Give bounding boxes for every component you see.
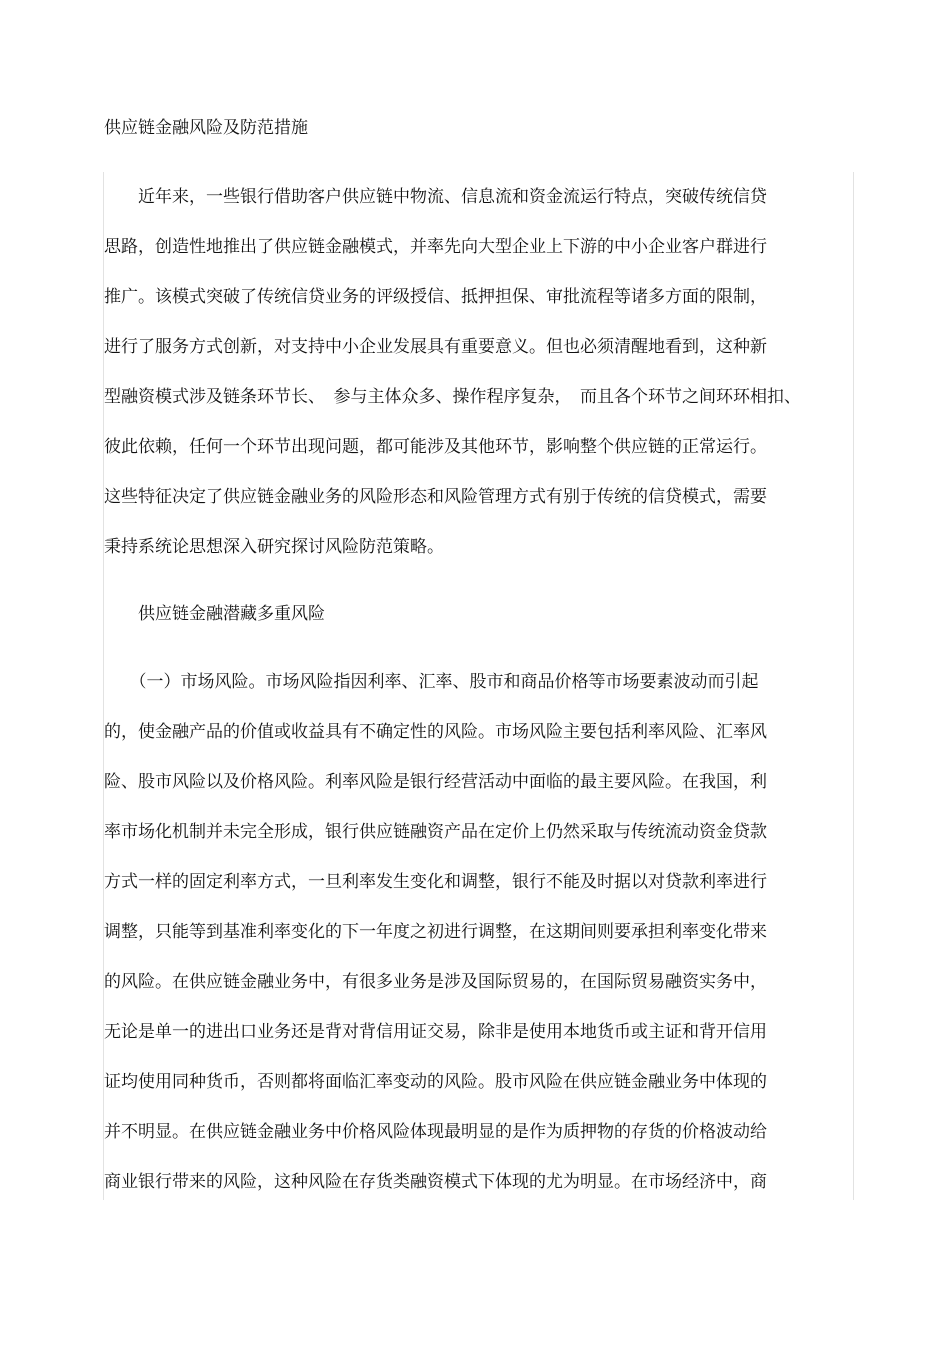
section-line-4: 率市场化机制并未完全形成，银行供应链融资产品在定价上仍然采取与传统流动资金贷款 — [104, 822, 767, 842]
intro-line-4: 进行了服务方式创新，对支持中小企业发展具有重要意义。但也必须清醒地看到，这种新 — [104, 337, 767, 357]
intro-line-8: 秉持系统论思想深入研究探讨风险防范策略。 — [104, 537, 444, 557]
section-line-9: 证均使用同种货币，否则都将面临汇率变动的风险。股市风险在供应链金融业务中体现的 — [104, 1072, 767, 1092]
section-line-2: 的，使金融产品的价值或收益具有不确定性的风险。市场风险主要包括利率风险、汇率风 — [104, 722, 767, 742]
intro-line-6: 彼此依赖，任何一个环节出现问题，都可能涉及其他环节，影响整个供应链的正常运行。 — [104, 437, 767, 457]
intro-line-7: 这些特征决定了供应链金融业务的风险形态和风险管理方式有别于传统的信贷模式，需要 — [104, 487, 767, 507]
section-line-6: 调整，只能等到基准利率变化的下一年度之初进行调整，在这期间则要承担利率变化带来 — [104, 922, 767, 942]
section-heading: 供应链金融潜藏多重风险 — [104, 604, 325, 624]
section-line-10: 并不明显。在供应链金融业务中价格风险体现最明显的是作为质押物的存货的价格波动给 — [104, 1122, 767, 1142]
section-line-1: （一）市场风险。市场风险指因利率、汇率、股市和商品价格等市场要素波动而引起 — [104, 672, 759, 692]
section-line-11: 商业银行带来的风险，这种风险在存货类融资模式下体现的尤为明显。在市场经济中，商 — [104, 1172, 767, 1192]
intro-line-3: 推广。该模式突破了传统信贷业务的评级授信、抵押担保、审批流程等诸多方面的限制， — [104, 287, 767, 307]
intro-line-5: 型融资模式涉及链条环节长、 参与主体众多、操作程序复杂， 而且各个环节之间环环相扣、 — [104, 387, 801, 407]
intro-line-1: 近年来，一些银行借助客户供应链中物流、信息流和资金流运行特点，突破传统信贷 — [104, 187, 767, 207]
section-line-3: 险、股市风险以及价格风险。利率风险是银行经营活动中面临的最主要风险。在我国，利 — [104, 772, 767, 792]
intro-line-2: 思路，创造性地推出了供应链金融模式，并率先向大型企业上下游的中小企业客户群进行 — [104, 237, 767, 257]
section-line-5: 方式一样的固定利率方式，一旦利率发生变化和调整，银行不能及时据以对贷款利率进行 — [104, 872, 767, 892]
section-line-7: 的风险。在供应链金融业务中，有很多业务是涉及国际贸易的，在国际贸易融资实务中， — [104, 972, 767, 992]
section-line-8: 无论是单一的进出口业务还是背对背信用证交易，除非是使用本地货币或主证和背开信用 — [104, 1022, 767, 1042]
document-title: 供应链金融风险及防范措施 — [104, 118, 308, 138]
